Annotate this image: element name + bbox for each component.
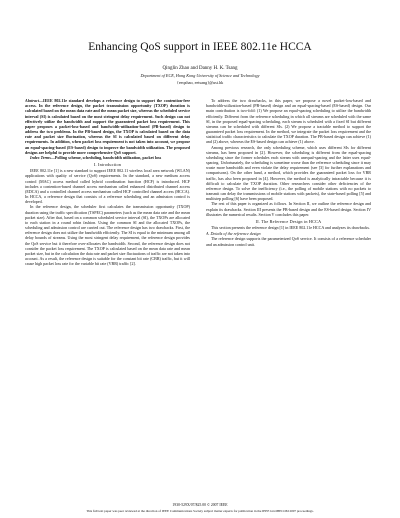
- author-names: Qinglin Zhao and Danny H. K. Tsang: [162, 66, 238, 71]
- introduction-paragraph: In the reference design, the scheduler first calculates the transmission opportunity (TXOP) duration using the traffic specification (TSPEC) parameters (such as the mean data rate and the mean packet size). After that, based on a common scheduled service interval (SI), the TXOPs are allocated to each station in a round robin fashion. Using the common SI and the allocated TXOPs, the scheduling and admission control are carried out. The reference design has two drawbacks. First, the reference design does not utilize the bandwidth efficiently. The SI is equal to the minimum among all delay bounds of streams. Using the most stringent delay requirement, the reference design provides the QoS service but it therefore over-allocates the bandwidth. Second, the reference design does not consider the packet loss requirement. The TXOP is calculated based on the mean data rate and mean packet size, but in the calculation the data rate and packet size fluctuations of traffic are not taken into account. As a result, the reference design is suitable for the constant bit rate (CBR) traffic, but it will cause high packet loss rate for the variable bit rate (VBR) traffic [2].: [25, 204, 190, 267]
- copyright-line: 1930-529X/07/$25.00 © 2007 IEEE: [172, 503, 228, 507]
- section-heading-introduction: I. Introduction: [93, 162, 122, 168]
- author-affiliation: Department of ECE, Hong Kong University of Science and Technology: [140, 73, 260, 78]
- subsection-heading-details: A. Details of the reference design: [206, 231, 261, 237]
- body-paragraph: The reference design supports the parameterized QoS service. It consists of a reference scheduler and an admission control unit.: [206, 236, 371, 247]
- abstract: [25, 98, 190, 155]
- publication-note: This full text paper was peer reviewed at the direction of IEEE Communications Society subject matter experts for publication in the IEEE GLOBECOM 2007 proceedings.: [86, 509, 314, 513]
- body-paragraph: This section presents the reference design [1] in IEEE 802.11e HCCA and analyzes its drawbacks.: [211, 225, 370, 231]
- right-column: [206, 98, 371, 506]
- abstract-label: Abstract: [25, 98, 39, 103]
- abstract-text: —IEEE 802.11e standard develops a reference design to support the contention-free access. In the reference design, the packet transmission opportunity (TXOP) duration is calculated based on the mean data rate and the mean packet size, whereas the scheduled service interval (SI) is calculated based on the most stringent delay requirement. Such design can not effectively utilize the bandwidth and support the guaranteed packet loss requirement. This paper proposes a packet-loss-based and bandwidth-utilization-based (PB-based) design to address the two problems. In the PB-based design, the TXOP is calculated based on the data rate and packet size fluctuation, whereas the SI is calculated based on different delay requirements. In addition, when packet loss requirement is not taken into account, we propose an equal-spacing-based (ES-based) design to improve the bandwidth utilization. The proposed designs are helpful to provide more comprehensive QoS support.: [25, 98, 190, 155]
- body-paragraph: Among previous research, the only scheduling scheme, which uses different SIs for different streams, has been proposed in [2]. However, the scheduling is different from the equal-spacing scheduling since the former schedules each stream with unequal-spacing and the latter uses equal-spacing. Unfortunately, the scheduling is sometime worse than the reference scheduling since it may waste more bandwidth and even violate the delay requirement (see [3] for further explanations and comparisons). On the other hand, a method, which provides the guaranteed packet loss for VBR traffic, has also been proposed in [4]. However, the method is analytically intractable because it is difficult to calculate the TXOP duration. Other researchers consider other deficiencies of the reference design. To solve the inefficiency (i.e., the polling of mobile stations with no packets to transmit can delay the transmissions of mobile stations with packets), the state-based polling [5] and multistep polling [6] have been proposed.: [206, 144, 371, 202]
- body-paragraph: The rest of this paper is organized as follows. In Section II, we outline the reference design and explain its drawbacks. Section III presents the PB-based design and the ES-based design. Section IV illustrates the numerical results. Section V concludes this paper.: [206, 201, 371, 217]
- body-paragraph: To address the two drawbacks, in this paper, we propose a novel packet-loss-based and bandwidth-utilization-based (PB-based) design and an equal-spacing-based (ES-based) design. Our main contribution is two-fold: (1) We propose an equal-spacing scheduling to utilize the bandwidth efficiently. Different from the reference scheduling in which all streams are scheduled with the same SI, in the proposed equal-spacing scheduling, each stream is scheduled with a fixed SI but different streams can be scheduled with different SIs. (2) We propose a tractable method to support the guaranteed packet loss requirement. In the method, we integrate the packet loss requirement and the statistical traffic characteristics to calculate the TXOP duration. The PB-based design can achieve (1) and (2) above, whereas the ES-based design can achieve (1) above.: [206, 98, 371, 145]
- index-terms: [25, 155, 190, 160]
- index-terms-text: —Polling scheme, scheduling, bandwidth utilization, packet loss: [50, 154, 162, 160]
- section-heading-reference-design: II. The Reference Design in HCCA: [255, 218, 322, 224]
- index-terms-label: Index Terms: [30, 154, 51, 160]
- left-column: [25, 98, 190, 506]
- introduction-paragraph: IEEE 802.11e [1] is a new standard to support IEEE 802.11 wireless local area network (WLAN) applications with quality of service (QoS) requirements. In the standard, a new medium access control (MAC) access method called hybrid coordination function (HCF) is introduced. HCF includes a contention-based channel access mechanism called enhanced distributed channel access (EDCA) and a controlled channel access mechanism called HCF controlled channel access (HCCA). In HCCA, a reference design that consists of a reference scheduling and an admission control is developed.: [25, 168, 190, 205]
- paper-title: Enhancing QoS support in IEEE 802.11e HCCA: [88, 41, 312, 53]
- author-email: {eeqzhao, eetsang}@ust.hk: [176, 79, 224, 85]
